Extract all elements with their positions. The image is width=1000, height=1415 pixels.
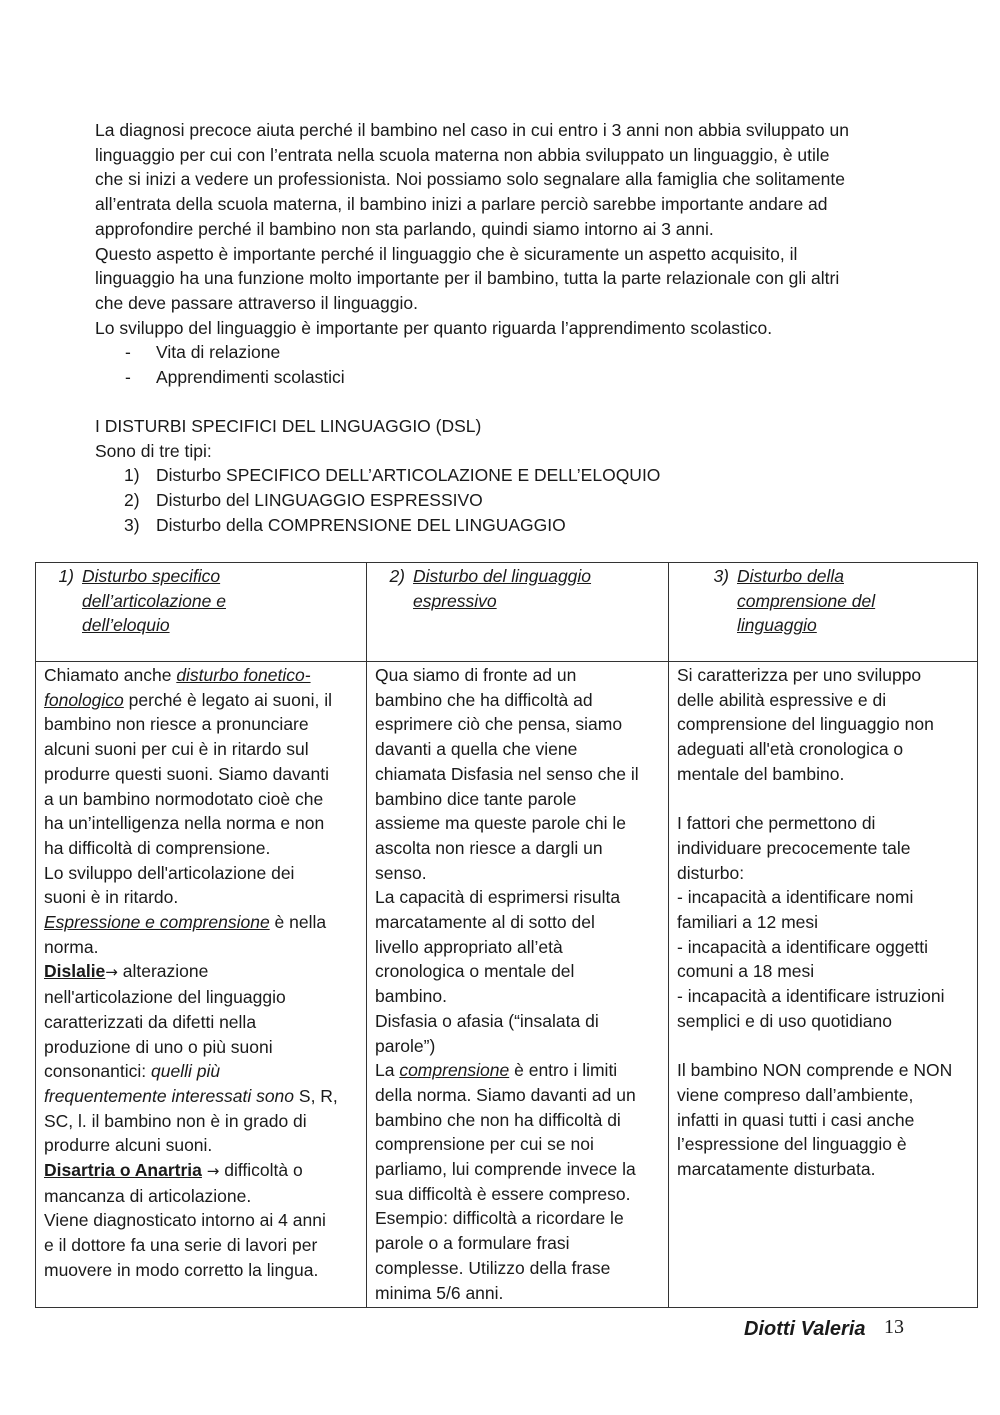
- term-comprensione: comprensione: [399, 1060, 510, 1081]
- paragraph-gap: [677, 787, 969, 812]
- italic-run: frequentemente interessati sono: [44, 1085, 295, 1106]
- text-line: Esempio: difficoltà a ricordare le: [375, 1208, 624, 1229]
- header-title: [82, 564, 226, 638]
- text-line: bambino che non ha difficoltà di: [375, 1109, 621, 1130]
- text-line: delle abilità espressive e di: [677, 689, 887, 710]
- text-line: La capacità di esprimersi risulta: [375, 887, 621, 908]
- header-number: 1): [58, 566, 74, 586]
- text-run: è nella: [269, 912, 327, 933]
- dsl-subtitle: Sono di tre tipi:: [95, 440, 212, 461]
- text-line: Lo sviluppo del linguaggio è importante per quanto riguarda l’apprendimento scolastico.: [95, 317, 773, 338]
- list-number: 2): [124, 490, 140, 511]
- footer-author: Diotti Valeria: [744, 1318, 866, 1340]
- dsl-type-item: [95, 463, 915, 488]
- text-line: ha un’intelligenza nella norma e non: [44, 813, 325, 834]
- dsl-section: [95, 414, 915, 538]
- dsl-type-label: Disturbo della COMPRENSIONE DEL LINGUAGGIO: [156, 514, 566, 535]
- dsl-types-list: [95, 463, 915, 537]
- text-line: a un bambino normodotato cioè che: [44, 788, 324, 809]
- text-line: - incapacità a identificare oggetti: [677, 936, 928, 957]
- text-line: chiamata Disfasia nel senso che il: [375, 763, 639, 784]
- text-line: adeguati all'età cronologica o: [677, 739, 904, 760]
- text-line: l’espressione del linguaggio è: [677, 1134, 907, 1155]
- term-disturbo-fonetico: disturbo fonetico-: [176, 665, 311, 685]
- list-number: 1): [124, 465, 140, 486]
- text-line: bambino.: [375, 986, 447, 1007]
- text-line: produzione di uno o più suoni: [44, 1036, 273, 1057]
- text-line: Lo sviluppo dell'articolazione dei: [44, 862, 295, 883]
- text-line: Viene diagnosticato intorno ai 4 anni: [44, 1210, 326, 1231]
- text-line: produrre questi suoni. Siamo davanti: [44, 763, 330, 784]
- text-line: linguaggio per cui con l’entrata nella scuola materna non abbia sviluppato un linguaggio, è utile: [95, 144, 830, 165]
- text-line: individuare precocemente tale: [677, 837, 911, 858]
- text-run: alterazione: [117, 961, 209, 982]
- text-line: semplici e di uso quotidiano: [677, 1010, 892, 1031]
- header-line: espressivo: [413, 590, 497, 611]
- text-line: alcuni suoni per cui è in ritardo sul: [44, 739, 309, 760]
- text-line: disturbo:: [677, 862, 745, 883]
- table-cell-espressivo: [367, 662, 669, 1308]
- text-line: linguaggio ha una funzione molto importante per il bambino, tutta la parte relazionale con gli altri: [95, 268, 840, 289]
- text-line: comprensione per cui se noi: [375, 1134, 594, 1155]
- text-line: mancanza di articolazione.: [44, 1185, 252, 1206]
- text-line: infatti in quasi tutti i casi anche: [677, 1109, 915, 1130]
- text-line: viene compreso dall’ambiente,: [677, 1084, 914, 1105]
- text-line: muovere in modo corretto la lingua.: [44, 1259, 319, 1280]
- table-header-cell: [367, 563, 669, 662]
- table-header-row: [36, 563, 978, 662]
- text-run: difficoltà o: [219, 1160, 303, 1181]
- text-line: parliamo, lui comprende invece la: [375, 1159, 636, 1180]
- text-line: Disfasia o afasia (“insalata di: [375, 1010, 599, 1031]
- text-run: è entro i limiti: [509, 1060, 618, 1081]
- text-line: ha difficoltà di comprensione.: [44, 837, 271, 858]
- dsl-title: I DISTURBI SPECIFICI DEL LINGUAGGIO (DSL): [95, 416, 482, 436]
- italic-run: quelli più: [151, 1061, 221, 1082]
- table-cell-comprensione: [669, 662, 978, 1308]
- header-line: dell’eloquio: [82, 615, 170, 636]
- text-line: - incapacità a identificare istruzioni: [677, 986, 945, 1007]
- text-line: suoni è in ritardo.: [44, 887, 179, 908]
- intro-section: [95, 118, 915, 390]
- bullet-item: - Apprendimenti scolastici: [95, 365, 915, 390]
- page-number: 13: [884, 1316, 904, 1338]
- text-run: consonantici:: [44, 1061, 152, 1082]
- table-body-row: [36, 662, 978, 1308]
- text-line: marcatamente disturbata.: [677, 1159, 876, 1180]
- header-line: Disturbo specifico: [82, 566, 221, 586]
- text-line: marcatamente al di sotto del: [375, 912, 595, 933]
- text-line: cronologica o mentale del: [375, 961, 575, 982]
- arrow-right-icon: →: [105, 963, 118, 982]
- text-line: esprimere ciò che pensa, siamo: [375, 714, 623, 735]
- term-disartria: Disartria o Anartria: [44, 1160, 202, 1181]
- term-fonologico: fonologico: [44, 689, 124, 710]
- text-run: Chiamato anche: [44, 665, 177, 685]
- text-line: bambino dice tante parole: [375, 788, 577, 809]
- header-number: 3): [713, 566, 729, 586]
- text-line: produrre alcuni suoni.: [44, 1135, 213, 1156]
- dsl-type-label: Disturbo del LINGUAGGIO ESPRESSIVO: [156, 490, 483, 511]
- text-line: assieme ma queste parole chi le: [375, 813, 626, 834]
- text-line: all’entrata della scuola materna, il bambino inizi a parlare perciò sarebbe importante andare ad: [95, 194, 828, 215]
- text-line: ascolta non riesce a dargli un: [375, 837, 603, 858]
- dsl-comparison-table: [35, 562, 978, 1308]
- text-run: S, R,: [294, 1085, 338, 1106]
- dsl-type-item: [95, 513, 915, 538]
- header-title: [737, 564, 875, 638]
- text-run: perché è legato ai suoni, il: [123, 689, 332, 710]
- text-line: complesse. Utilizzo della frase: [375, 1257, 611, 1278]
- arrow-right-icon: →: [206, 1162, 220, 1181]
- text-line: La diagnosi precoce aiuta perché il bambino nel caso in cui entro i 3 anni non abbia sviluppato un: [95, 120, 849, 140]
- table-cell-articolazione: [36, 662, 367, 1308]
- text-line: che si inizi a vedere un professionista. Noi possiamo solo segnalare alla famiglia che solitamente: [95, 169, 845, 190]
- text-line: Questo aspetto è importante perché il linguaggio che è sicuramente un aspetto acquisito, il: [95, 243, 798, 264]
- term-dislalie: Dislalie: [44, 961, 106, 982]
- text-run: La: [375, 1060, 400, 1081]
- dsl-type-item: [95, 488, 915, 513]
- text-line: SC, l. il bambino non è in grado di: [44, 1110, 307, 1131]
- header-line: Disturbo del linguaggio: [413, 566, 592, 586]
- text-line: familiari a 12 mesi: [677, 912, 819, 933]
- text-line: sua difficoltà è essere compreso.: [375, 1183, 631, 1204]
- text-line: della norma. Siamo davanti ad un: [375, 1084, 636, 1105]
- text-line: - incapacità a identificare nomi: [677, 887, 914, 908]
- header-line: comprensione del: [737, 590, 876, 611]
- text-line: nell'articolazione del linguaggio: [44, 987, 286, 1008]
- text-line: parole”): [375, 1035, 436, 1056]
- text-line: approfondire perché il bambino non sta parlando, quindi siamo intorno ai 3 anni.: [95, 218, 714, 239]
- text-line: bambino non riesce a pronunciare: [44, 714, 309, 735]
- table-header-cell: [669, 563, 978, 662]
- text-line: comuni a 18 mesi: [677, 961, 815, 982]
- list-number: 3): [124, 514, 140, 535]
- header-title: [413, 564, 591, 613]
- term-espressione-comprensione: Espressione e comprensione: [44, 912, 270, 933]
- header-line: dell’articolazione e: [82, 590, 226, 611]
- table-header-cell: [36, 563, 367, 662]
- text-line: davanti a quella che viene: [375, 739, 578, 760]
- header-line: linguaggio: [737, 615, 817, 636]
- paragraph-gap: [677, 1034, 969, 1059]
- dsl-type-label: Disturbo SPECIFICO DELL’ARTICOLAZIONE E DELL’ELOQUIO: [156, 465, 661, 486]
- text-line: comprensione del linguaggio non: [677, 714, 934, 735]
- text-line: bambino che ha difficoltà ad: [375, 689, 593, 710]
- text-line: Si caratterizza per uno sviluppo: [677, 665, 922, 685]
- header-line: Disturbo della: [737, 566, 844, 586]
- text-line: I fattori che permettono di: [677, 813, 876, 834]
- text-line: e il dottore fa una serie di lavori per: [44, 1235, 318, 1256]
- bullet-item: - Vita di relazione: [95, 340, 915, 365]
- text-line: caratterizzati da difetti nella: [44, 1011, 257, 1032]
- intro-bullet-list: [95, 340, 915, 389]
- text-line: minima 5/6 anni.: [375, 1282, 504, 1303]
- text-line: Il bambino NON comprende e NON: [677, 1060, 953, 1081]
- text-line: Qua siamo di fronte ad un: [375, 665, 577, 685]
- text-line: che deve passare attraverso il linguaggio.: [95, 292, 418, 313]
- text-line: livello appropriato all’età: [375, 936, 563, 957]
- text-line: mentale del bambino.: [677, 763, 845, 784]
- header-number: 2): [389, 566, 405, 586]
- text-line: parole o a formulare frasi: [375, 1233, 570, 1254]
- text-line: senso.: [375, 862, 427, 883]
- text-line: norma.: [44, 936, 99, 957]
- intro-paragraph: [95, 118, 915, 340]
